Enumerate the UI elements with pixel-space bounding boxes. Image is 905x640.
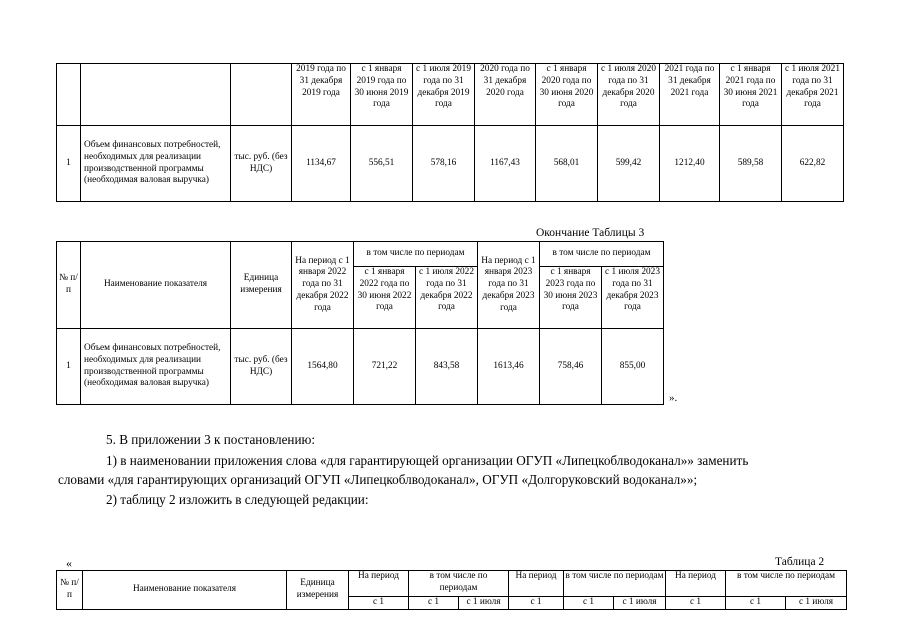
period-header: с 1 января 2023 года по 30 июня 2023 года [540,267,602,329]
period-header: с 1 января 2021 года по 30 июня 2021 года [720,64,782,126]
row-number: 1 [57,126,81,202]
indicator-name: Объем финансовых потребностей, необходимых для реализации производственной программы (необходимая валовая выручка) [81,126,231,202]
header-unit: Единица измерения [287,571,349,610]
closing-quote: ». [669,392,678,404]
period-header: с 1 июля 2023 года по 31 декабря 2023 года [602,267,664,329]
value-cell: 1613,46 [478,329,540,405]
row-number: 1 [57,329,81,405]
period-header: с 1 января 2020 года по 30 июня 2020 года [536,64,598,126]
header-unit: Единица измерения [231,242,292,329]
period-sub: с 1 июля [614,597,666,610]
header-name: Наименование показателя [81,242,231,329]
unit: тыс. руб. (без НДС) [231,126,292,202]
period-header: с 1 января 2022 года по 30 июня 2022 года [354,267,416,329]
table-1 [56,63,844,202]
period-sub: с 1 [564,597,614,610]
incl-header: в том числе по периодам [564,571,666,597]
value-cell: 622,82 [782,126,844,202]
period-header: с 1 июля 2020 года по 31 декабря 2020 года [598,64,660,126]
value-cell: 568,01 [536,126,598,202]
value-cell: 578,16 [413,126,475,202]
period-header: с 1 июля 2021 года по 31 декабря 2021 года [782,64,844,126]
open-quote: « [66,556,72,570]
header-name: Наименование показателя [83,571,287,610]
table-cell [81,64,231,126]
period-sub: с 1 [349,597,409,610]
period-sub: с 1 [666,597,726,610]
paragraph-5-1a: 1) в наименовании приложения слова «для гарантирующей организации ОГУП «Липецкоблводоканал»» заменить [106,453,749,468]
period-header: 2019 года по 31 декабря 2019 года [292,64,351,126]
value-cell: 589,58 [720,126,782,202]
table-3 [56,570,847,610]
value-cell: 855,00 [602,329,664,405]
header-num: № п/п [57,571,83,610]
table-caption: Окончание Таблицы 3 [536,227,645,239]
incl-header: в том числе по периодам [354,242,478,267]
period-sub: с 1 [509,597,564,610]
period-sub: с 1 июля [786,597,847,610]
paragraph-5-2: 2) таблицу 2 изложить в следующей редакции: [106,492,369,507]
period-header: На период [349,571,409,597]
table-cell [57,64,81,126]
value-cell: 1212,40 [660,126,720,202]
paragraph-5: 5. В приложении 3 к постановлению: [106,432,316,447]
period-header: 2020 года по 31 декабря 2020 года [475,64,536,126]
indicator-name: Объем финансовых потребностей, необходимых для реализации производственной программы (необходимая валовая выручка) [81,329,231,405]
header-num: № п/п [57,242,81,329]
paragraph-5-1b: словами «для гарантирующих организаций ОГУП «Липецкоблводоканал», ОГУП «Долгоруковский водоканал»»; [58,472,698,487]
period-sub: с 1 [409,597,459,610]
period-header: 2021 года по 31 декабря 2021 года [660,64,720,126]
table-cell [231,64,292,126]
value-cell: 556,51 [351,126,413,202]
period-header: На период с 1 января 2022 года по 31 декабря 2022 года [292,242,354,329]
value-cell: 758,46 [540,329,602,405]
period-header: с 1 января 2019 года по 30 июня 2019 года [351,64,413,126]
period-header: с 1 июля 2022 года по 31 декабря 2022 года [416,267,478,329]
period-header: На период [509,571,564,597]
period-sub: с 1 [726,597,786,610]
incl-header: в том числе по периодам [726,571,847,597]
incl-header: в том числе по периодам [540,242,664,267]
table-caption: Таблица 2 [775,556,825,568]
value-cell: 721,22 [354,329,416,405]
incl-header: в том числе по периодам [409,571,509,597]
table-2 [56,241,664,405]
value-cell: 1167,43 [475,126,536,202]
value-cell: 1134,67 [292,126,351,202]
value-cell: 843,58 [416,329,478,405]
period-header: с 1 июля 2019 года по 31 декабря 2019 года [413,64,475,126]
value-cell: 1564,80 [292,329,354,405]
value-cell: 599,42 [598,126,660,202]
period-header: На период с 1 января 2023 года по 31 декабря 2023 года [478,242,540,329]
unit: тыс. руб. (без НДС) [231,329,292,405]
period-sub: с 1 июля [459,597,509,610]
period-header: На период [666,571,726,597]
